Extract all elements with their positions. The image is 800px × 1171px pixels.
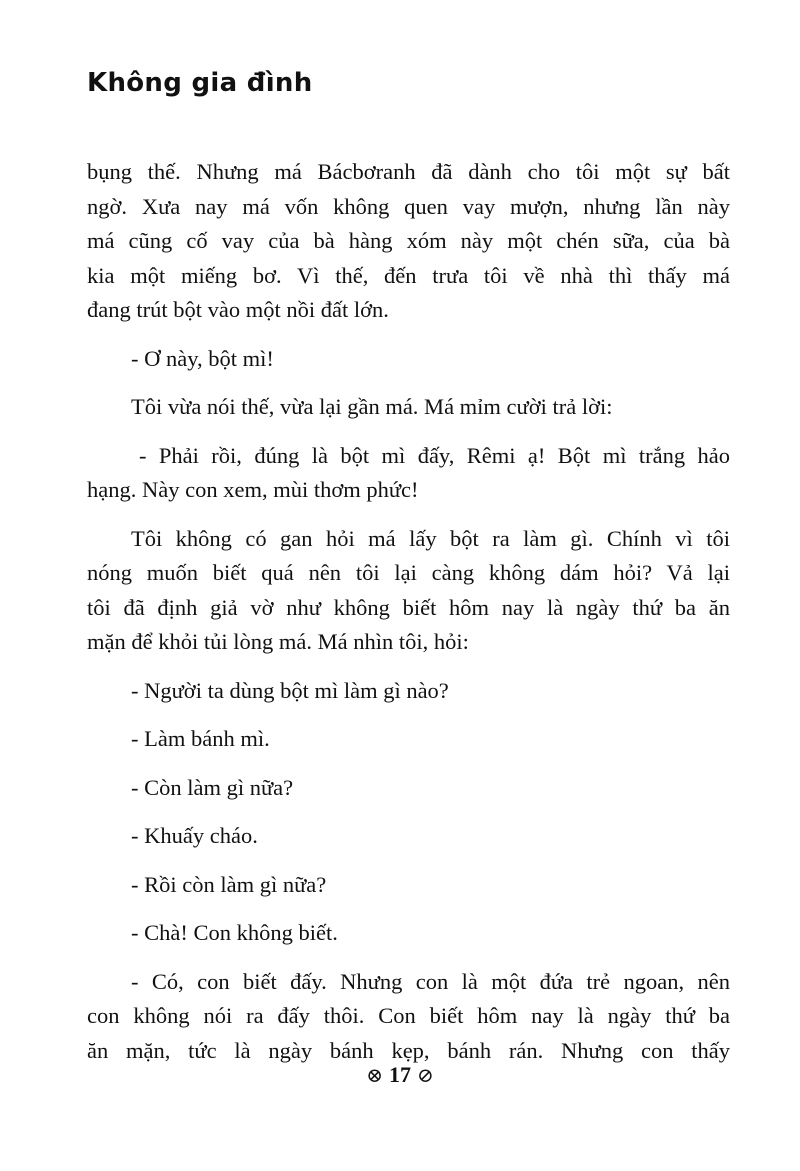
dialogue-line: - Chà! Con không biết.	[131, 920, 338, 945]
text-line: hạng. Này con xem, mùi thơm phức!	[87, 477, 419, 502]
dialogue-line: - Người ta dùng bột mì làm gì nào?	[131, 677, 449, 703]
text-line: con không nói ra đấy thôi. Con biết hôm nay là ngày thứ ba	[87, 1003, 730, 1028]
page-number: 17	[389, 1062, 411, 1087]
text-line: Tôi không có gan hỏi má lấy bột ra làm gì. Chính vì tôi	[131, 525, 730, 551]
ornament-right-icon: ⊘	[417, 1064, 434, 1087]
text-line: tôi đã định giả vờ như không biết hôm nay là ngày thứ ba ăn	[87, 594, 730, 620]
paragraph	[87, 522, 730, 660]
paragraph	[87, 155, 730, 328]
book-title: Không gia đình	[87, 68, 313, 98]
dialogue-line: - Ơ này, bột mì!	[131, 345, 274, 371]
paragraph	[87, 439, 730, 508]
text-line: Tôi vừa nói thế, vừa lại gần má. Má mỉm cười trả lời:	[131, 394, 613, 419]
page-body	[87, 155, 730, 1068]
dialogue-line: - Còn làm gì nữa?	[131, 774, 294, 800]
ornament-left-icon: ⊗	[366, 1064, 383, 1087]
dialogue-line: - Làm bánh mì.	[131, 726, 270, 751]
text-line: kia một miếng bơ. Vì thế, đến trưa tôi về nhà thì thấy má	[87, 262, 730, 288]
text-line: mặn để khỏi tủi lòng má. Má nhìn tôi, hỏi:	[87, 629, 469, 654]
page-footer	[0, 1062, 800, 1088]
text-line: đang trút bột vào một nồi đất lớn.	[87, 297, 389, 322]
text-line: ngờ. Xưa nay má vốn không quen vay mượn, nhưng lần này	[87, 193, 730, 219]
dialogue-line: - Rồi còn làm gì nữa?	[131, 871, 327, 897]
paragraph	[87, 965, 730, 1069]
text-line: - Phải rồi, đúng là bột mì đấy, Rêmi ạ! Bột mì trắng hảo	[139, 442, 730, 468]
text-line: bụng thế. Nhưng má Bácbơranh đã dành cho tôi một sự bất	[87, 159, 730, 184]
text-line: ăn mặn, tức là ngày bánh kẹp, bánh rán. Nhưng con thấy	[87, 1037, 730, 1063]
text-line: nóng muốn biết quá nên tôi lại càng không dám hỏi? Vả lại	[87, 560, 730, 585]
text-line: - Có, con biết đấy. Nhưng con là một đứa trẻ ngoan, nên	[131, 968, 730, 994]
text-line: má cũng cố vay của bà hàng xóm này một chén sữa, của bà	[87, 228, 730, 253]
dialogue-line: - Khuấy cháo.	[131, 823, 258, 848]
